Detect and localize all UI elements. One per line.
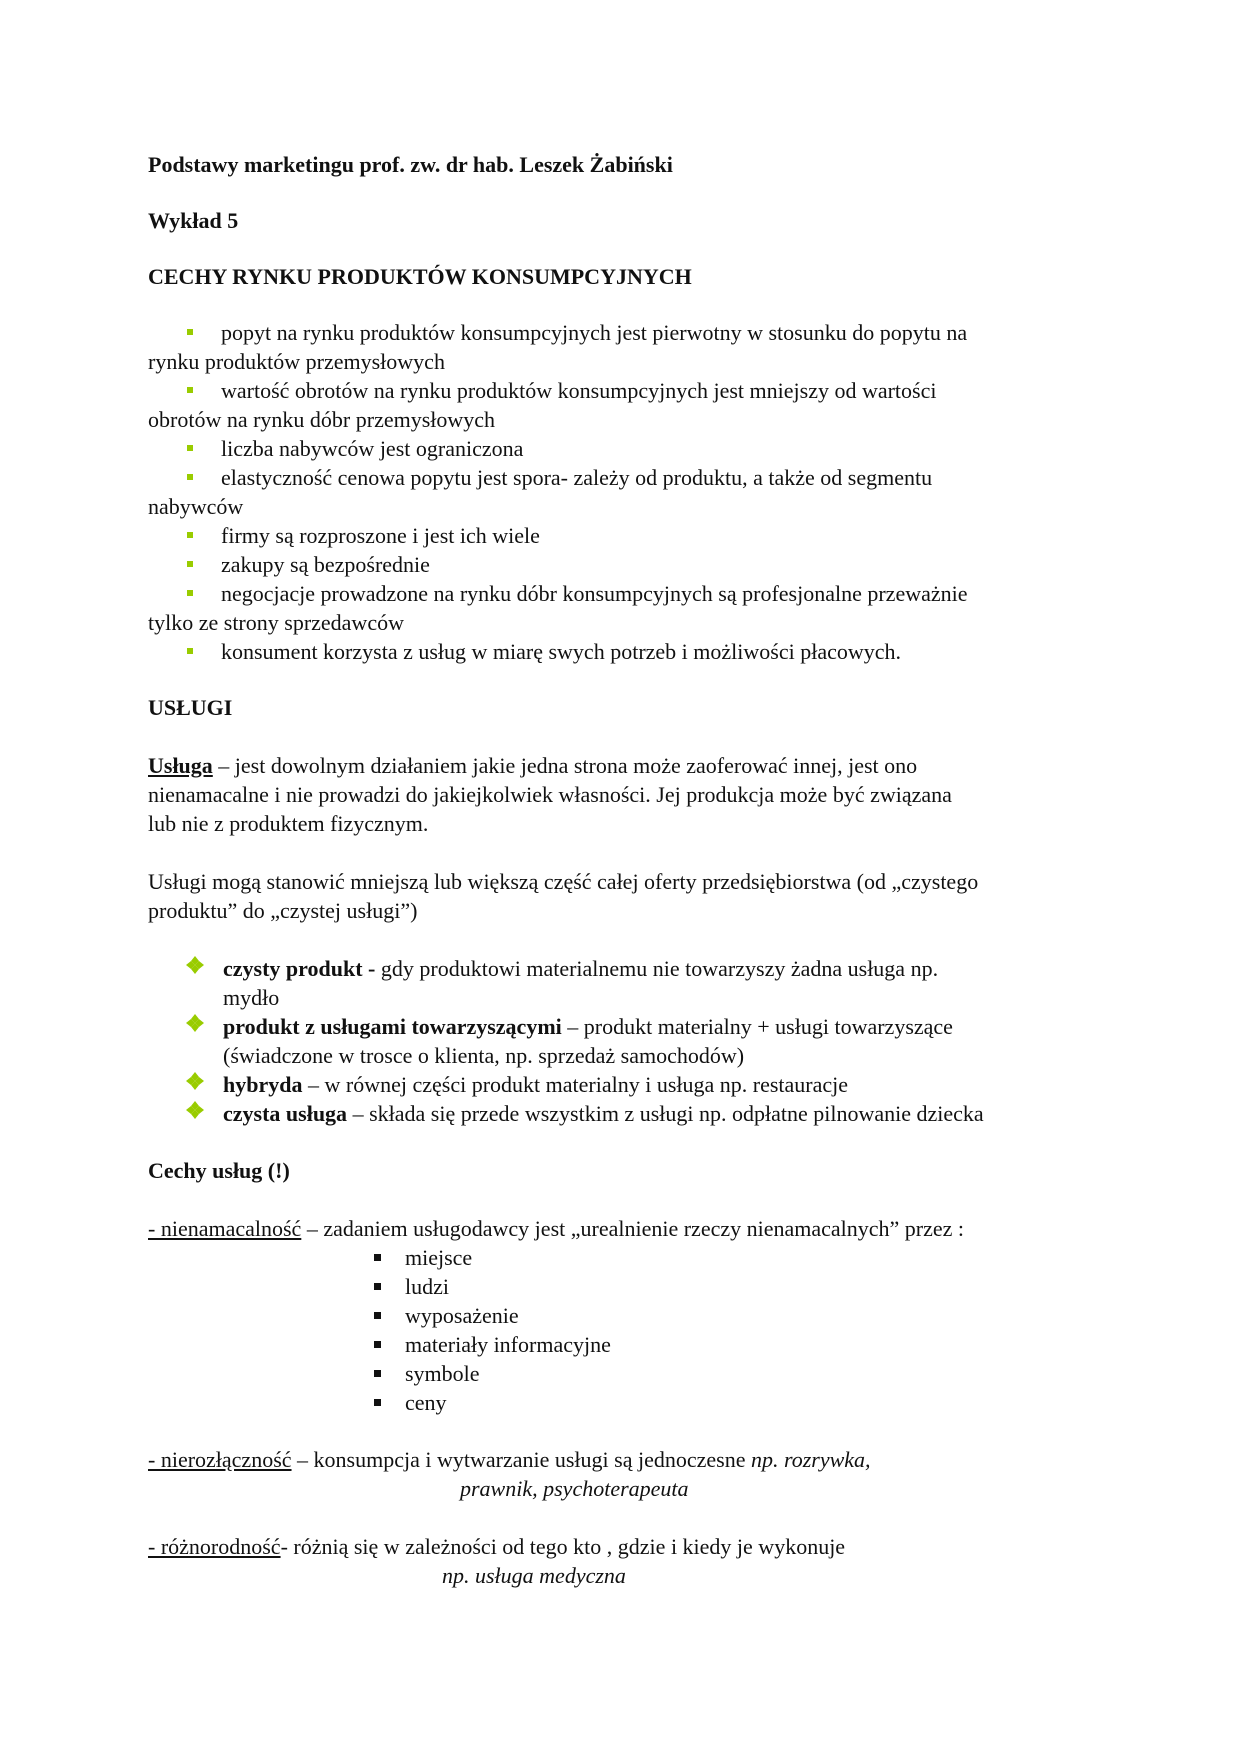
list-item-continuation: tylko ze strony sprzedawców bbox=[148, 610, 404, 635]
square-bullet-icon bbox=[374, 1283, 381, 1290]
bullet-icon bbox=[187, 387, 193, 393]
diamond-bullet-icon bbox=[186, 1014, 204, 1032]
list-item bbox=[223, 1099, 984, 1128]
service-type-text: – składa się przede wszystkim z usługi np. odpłatne pilnowanie dziecka bbox=[347, 1101, 984, 1126]
lecture-number: Wykład 5 bbox=[148, 208, 239, 233]
bullet-icon bbox=[187, 532, 193, 538]
bullet-icon bbox=[187, 445, 193, 451]
list-item: symbole bbox=[405, 1361, 480, 1386]
list-item: wyposażenie bbox=[405, 1303, 519, 1328]
list-item: elastyczność cenowa popytu jest spora- zależy od produktu, a także od segmentu bbox=[221, 465, 933, 490]
feature-intangibility bbox=[148, 1214, 964, 1243]
list-item-continuation: rynku produktów przemysłowych bbox=[148, 349, 445, 374]
feature-term: - nienamacalność bbox=[148, 1216, 302, 1241]
feature-text: – konsumpcja i wytwarzanie usługi są jednoczesne bbox=[291, 1447, 751, 1472]
section-heading-services: USŁUGI bbox=[148, 695, 233, 720]
list-item-continuation: (świadczone w trosce o klienta, np. sprzedaż samochodów) bbox=[223, 1043, 745, 1068]
bullet-icon bbox=[187, 648, 193, 654]
feature-example: np. usługa medyczna bbox=[442, 1563, 626, 1588]
list-item: popyt na rynku produktów konsumpcyjnych jest pierwotny w stosunku do popytu na bbox=[221, 320, 968, 345]
list-item: konsument korzysta z usług w miarę swych potrzeb i możliwości płacowych. bbox=[221, 639, 902, 664]
service-type-text: gdy produktowi materialnemu nie towarzyszy żadna usługa np. bbox=[380, 956, 939, 981]
service-definition-line: lub nie z produktem fizycznym. bbox=[148, 811, 429, 836]
service-definition-line bbox=[148, 751, 917, 780]
square-bullet-icon bbox=[374, 1399, 381, 1406]
list-item: materiały informacyjne bbox=[405, 1332, 611, 1357]
bullet-icon bbox=[187, 561, 193, 567]
services-paragraph-line: Usługi mogą stanowić mniejszą lub większą część całej oferty przedsiębiorstwa (od „czystego bbox=[148, 869, 979, 894]
bullet-icon bbox=[187, 329, 193, 335]
document-title: Podstawy marketingu prof. zw. dr hab. Leszek Żabiński bbox=[148, 152, 673, 177]
section-heading-service-features: Cechy usług (!) bbox=[148, 1158, 290, 1183]
definition-text: – jest dowolnym działaniem jakie jedna strona może zaoferować innej, jest ono bbox=[212, 753, 918, 778]
service-type-text: – produkt materialny + usługi towarzyszące bbox=[561, 1014, 953, 1039]
diamond-bullet-icon bbox=[186, 1101, 204, 1119]
service-type-term: hybryda bbox=[223, 1072, 303, 1097]
list-item-continuation: nabywców bbox=[148, 494, 244, 519]
list-item: zakupy są bezpośrednie bbox=[221, 552, 430, 577]
list-item: ceny bbox=[405, 1390, 447, 1415]
bullet-icon bbox=[187, 474, 193, 480]
feature-example: prawnik, psychoterapeuta bbox=[460, 1476, 689, 1501]
list-item-continuation: obrotów na rynku dóbr przemysłowych bbox=[148, 407, 496, 432]
list-item: negocjacje prowadzone na rynku dóbr konsumpcyjnych są profesjonalne przeważnie bbox=[221, 581, 968, 606]
square-bullet-icon bbox=[374, 1312, 381, 1319]
service-type-term: czysty produkt - bbox=[223, 956, 381, 981]
feature-inseparability bbox=[148, 1445, 871, 1474]
list-item-continuation: mydło bbox=[223, 985, 280, 1010]
feature-variability bbox=[148, 1532, 845, 1561]
list-item: liczba nabywców jest ograniczona bbox=[221, 436, 524, 461]
list-item bbox=[223, 954, 938, 983]
list-item bbox=[223, 1012, 953, 1041]
bullet-icon bbox=[187, 590, 193, 596]
list-item: ludzi bbox=[405, 1274, 449, 1299]
feature-term: - nierozłączność bbox=[148, 1447, 292, 1472]
feature-term: - różnorodność bbox=[148, 1534, 281, 1559]
feature-text: - różnią się w zależności od tego kto , gdzie i kiedy je wykonuje bbox=[280, 1534, 846, 1559]
square-bullet-icon bbox=[374, 1254, 381, 1261]
square-bullet-icon bbox=[374, 1370, 381, 1377]
service-type-term: czysta usługa bbox=[223, 1101, 348, 1126]
service-type-text: – w równej części produkt materialny i usługa np. restauracje bbox=[302, 1072, 849, 1097]
list-item bbox=[223, 1070, 848, 1099]
diamond-bullet-icon bbox=[186, 956, 204, 974]
service-definition-line: nienamacalne i nie prowadzi do jakiejkolwiek własności. Jej produkcja może być związana bbox=[148, 782, 952, 807]
diamond-bullet-icon bbox=[186, 1072, 204, 1090]
definition-term: Usługa bbox=[148, 753, 213, 778]
list-item: miejsce bbox=[405, 1245, 473, 1270]
square-bullet-icon bbox=[374, 1341, 381, 1348]
section-heading-consumer-market: CECHY RYNKU PRODUKTÓW KONSUMPCYJNYCH bbox=[148, 264, 692, 289]
feature-text: – zadaniem usługodawcy jest „urealnienie rzeczy nienamacalnych” przez : bbox=[301, 1216, 965, 1241]
feature-example: np. rozrywka, bbox=[750, 1447, 871, 1472]
service-type-term: produkt z usługami towarzyszącymi bbox=[223, 1014, 562, 1039]
list-item: firmy są rozproszone i jest ich wiele bbox=[221, 523, 540, 548]
list-item: wartość obrotów na rynku produktów konsumpcyjnych jest mniejszy od wartości bbox=[221, 378, 937, 403]
services-paragraph-line: produktu” do „czystej usługi”) bbox=[148, 898, 418, 923]
